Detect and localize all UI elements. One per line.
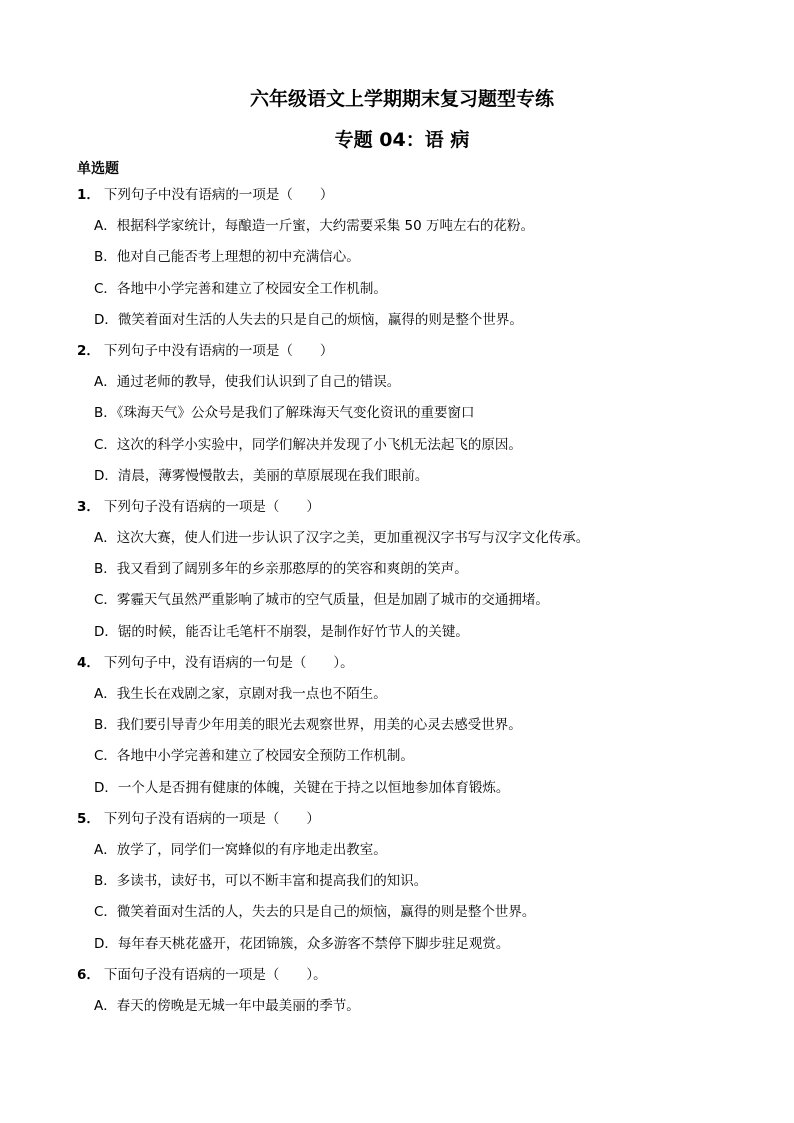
question-stem <box>77 651 767 682</box>
question-text: 下列句子没有语病的一项是（ ） <box>103 498 320 515</box>
option-d: D．锯的时候，能否让毛笔杆不崩裂，是制作好竹节人的关键。 <box>94 623 469 640</box>
question-number: 1． <box>77 187 100 203</box>
option-a: A．我生长在戏剧之家，京剧对我一点也不陌生。 <box>94 686 387 702</box>
question-stem <box>77 183 767 214</box>
option-b: B．多读书，读好书，可以不断丰富和提高我们的知识。 <box>94 873 428 890</box>
option-c: C．微笑着面对生活的人，失去的只是自己的烦恼，赢得的则是整个世界。 <box>94 904 536 921</box>
option-d: D．清晨，薄雾慢慢散去，美丽的草原展现在我们眼前。 <box>94 467 429 484</box>
option-a: A．这次大赛，使人们进一步认识了汉字之美，更加重视汉字书写与汉字文化传承。 <box>94 530 590 547</box>
option-a: A．春天的傍晚是无城一年中最美丽的季节。 <box>94 997 360 1014</box>
option-b: B．我又看到了阔别多年的乡亲那憨厚的的笑容和爽朗的笑声。 <box>94 561 468 578</box>
question-text: 下列句子没有语病的一项是（ ） <box>103 810 320 827</box>
option-c: C．这次的科学小实验中，同学们解决并发现了小飞机无法起飞的原因。 <box>94 436 522 453</box>
option-b: B．我们要引导青少年用美的眼光去观察世界，用美的心灵去感受世界。 <box>94 717 522 734</box>
question-stem <box>77 495 767 526</box>
document-title: 六年级语文上学期期末复习题型专练 <box>249 88 554 110</box>
question-stem <box>77 963 767 994</box>
question-text: 下列句子中没有语病的一项是（ ） <box>103 342 334 359</box>
question-4 <box>77 651 767 807</box>
question-number: 5． <box>77 810 100 827</box>
question-list <box>77 183 767 1025</box>
question-1 <box>77 183 767 339</box>
option-b: B．《珠海天气》公众号是我们了解珠海天气变化资讯的重要窗口 <box>94 405 475 422</box>
option-d: D．微笑着面对生活的人失去的只是自己的烦恼，赢得的则是整个世界。 <box>94 311 523 328</box>
option-a: A．通过老师的教导，使我们认识到了自己的错误。 <box>94 374 401 391</box>
option-c: C．各地中小学完善和建立了校园安全工作机制。 <box>94 280 387 297</box>
question-text: 下面句子没有语病的一项是（ ）。 <box>103 966 327 983</box>
option-c: C．雾霾天气虽然严重影响了城市的空气质量，但是加剧了城市的交通拥堵。 <box>94 592 549 609</box>
question-number: 2． <box>77 342 100 359</box>
question-stem <box>77 339 767 370</box>
question-3 <box>77 495 767 651</box>
option-b: B．他对自己能否考上理想的初中充满信心。 <box>94 249 360 266</box>
document-subtitle: 专题 04：语 病 <box>334 129 470 151</box>
question-number: 3． <box>77 498 100 515</box>
question-6 <box>77 963 767 1025</box>
question-2 <box>77 339 767 495</box>
question-text: 下列句子中，没有语病的一句是（ ）。 <box>103 654 354 671</box>
question-5 <box>77 807 767 963</box>
option-d: D．每年春天桃花盛开，花团锦簇，众多游客不禁停下脚步驻足观赏。 <box>94 935 510 952</box>
option-a: A．根据科学家统计，每酿造一斤蜜，大约需要采集 50 万吨左右的花粉。 <box>94 218 534 235</box>
section-label: 单选题 <box>77 161 119 177</box>
option-d: D．一个人是否拥有健康的体魄，关键在于持之以恒地参加体育锻炼。 <box>94 779 510 796</box>
question-number: 6． <box>77 966 100 983</box>
question-stem <box>77 807 767 838</box>
question-text: 下列句子中没有语病的一项是（ ） <box>103 187 334 203</box>
question-number: 4． <box>77 654 100 671</box>
option-c: C．各地中小学完善和建立了校园安全预防工作机制。 <box>94 748 414 765</box>
option-a: A．放学了，同学们一窝蜂似的有序地走出教室。 <box>94 841 387 858</box>
